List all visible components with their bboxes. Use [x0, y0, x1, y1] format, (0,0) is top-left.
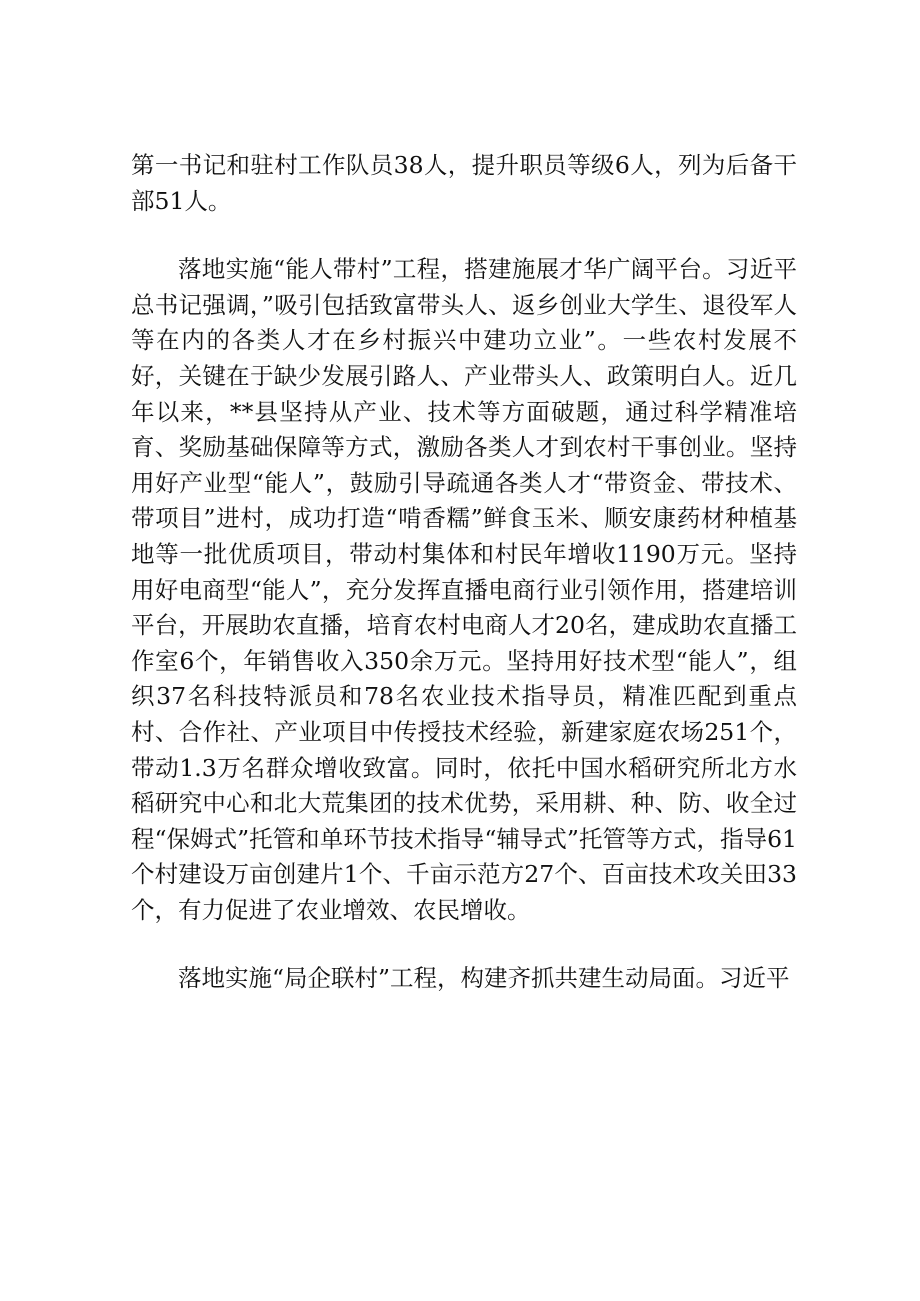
paragraph-2: 落地实施“能人带村”工程，搭建施展才华广阔平台。习近平总书记强调，”吸引包括致富带头人、返乡创业大学生、退役军人等在内的各类人才在乡村振兴中建功立业”。一些农村发展不好，关键在于缺少发展引路人、产业带头人、政策明白人。近几年以来，**县坚持从产业、技术等方面破题，通过科学精准培育、奖励基础保障等方式，激励各类人才到农村干事创业。坚持用好产业型“能人”，鼓励引导疏通各类人才“带资金、带技术、带项目”进村，成功打造“啃香糯”鲜食玉米、顺安康药材种植基地等一批优质项目，带动村集体和村民年增收1190万元。坚持用好电商型“能人”，充分发挥直播电商行业引领作用，搭建培训平台，开展助农直播，培育农村电商人才20名，建成助农直播工作室6个，年销售收入350余万元。坚持用好技术型“能人”，组织37名科技特派员和78名农业技术指导员，精准匹配到重点村、合作社、产业项目中传授技术经验，新建家庭农场251个，带动1.3万名群众增收致富。同时，依托中国水稻研究所北方水稻研究中心和北大荒集团的技术优势，采用耕、种、防、收全过程“保姆式”托管和单环节技术指导“辅导式”托管等方式，指导61个村建设万亩创建片1个、千亩示范方27个、百亩技术攻关田33个，有力促进了农业增效、农民增收。 [131, 255, 797, 924]
document-body [131, 148, 797, 997]
paragraph-spacer [131, 928, 797, 961]
paragraph-1: 第一书记和驻村工作队员38人，提升职员等级6人，列为后备干部51人。 [131, 151, 797, 215]
paragraph-spacer [131, 219, 797, 252]
paragraph-3: 落地实施“局企联村”工程，构建齐抓共建生动局面。习近平 [178, 964, 790, 993]
